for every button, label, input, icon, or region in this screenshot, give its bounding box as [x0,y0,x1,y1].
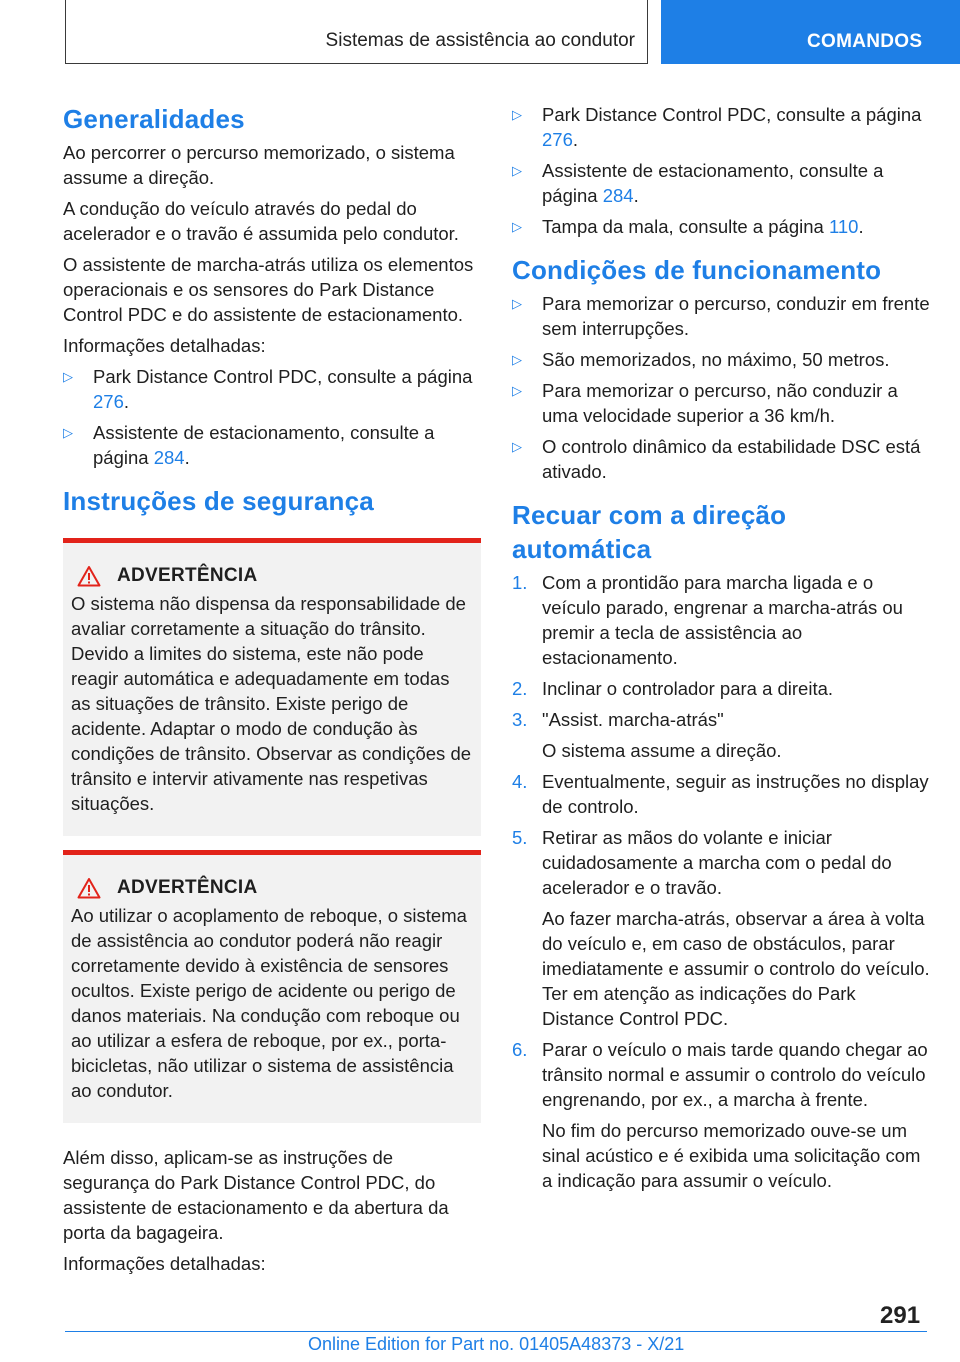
triangle-bullet-icon: ▷ [512,296,522,311]
paragraph: A condução do veículo através do pedal do acelerador e o travão é assumida pelo condutor. [63,198,459,244]
step-number: 6. [512,1039,528,1060]
condition-item: ▷ São memorizados, no máximo, 50 metros. [512,349,890,370]
reference-item: ▷ Assistente de estacionamento, consulte a página 284. [63,422,435,468]
condition-item: ▷ Para memorizar o percurso, não conduzir a uma velocidade superior a 36 km/h. [512,380,898,426]
triangle-bullet-icon: ▷ [512,352,522,367]
warning-text: O sistema não dispensa da responsabilidade de avaliar corretamente a situação do trânsito. Devido a limites do sistema, este não pode reagir automática e adequadamente em todas as situações de trânsito. Existe perigo de acidente. Adaptar o modo de condução às condições de trânsito. Observar as condições de trânsito e intervir ativamente nas respetivas situações. [71,593,472,814]
warning-triangle-icon [77,565,101,587]
conditions-list [512,291,930,484]
warning-label: ADVERTÊNCIA [117,877,258,898]
paragraph: Informações detalhadas: [63,1253,266,1274]
left-column [63,102,481,1282]
reference-item: ▷ Park Distance Control PDC, consulte a página 276. [512,104,922,150]
footer-divider [65,1331,927,1332]
heading-generalidades: Generalidades [63,104,245,134]
header-section-box [65,0,648,64]
step-number: 4. [512,771,528,792]
condition-item: ▷ Para memorizar o percurso, conduzir em frente sem interrupções. [512,293,930,339]
triangle-bullet-icon: ▷ [63,369,73,384]
condition-item: ▷ O controlo dinâmico da estabilidade DSC está ativado. [512,436,921,482]
page-link[interactable]: 110 [828,216,859,237]
steps-list [512,570,930,1193]
warning-header [71,877,473,899]
warning-box [63,538,481,836]
step-item: 1. Com a prontidão para marcha ligada e o veículo parado, engrenar a marcha-atrás ou premir a tecla de assistência ao estacionamento. [512,572,903,668]
page-link[interactable]: 284 [153,447,185,468]
step-note: O sistema assume a direção. [542,740,782,761]
warning-box [63,850,481,1123]
triangle-bullet-icon: ▷ [512,163,522,178]
chapter-tab-label: COMANDOS [807,31,923,52]
warning-label: ADVERTÊNCIA [117,565,258,586]
step-item: 5. Retirar as mãos do volante e iniciar cuidadosamente a marcha com o pedal do acelerador e o travão. Ao fazer marcha-atrás, observar a área à volta do veículo e, em caso de obstáculos, parar imediatamente e assumir o controlo do veículo. Ter em atenção as indicações do Park Distance Control PDC. [512,827,930,1029]
chapter-tab[interactable] [661,0,960,64]
step-number: 2. [512,678,528,699]
page-link[interactable]: 276 [542,129,573,150]
reference-item: ▷ Assistente de estacionamento, consulte a página 284. [512,160,884,206]
paragraph: Informações detalhadas: [63,335,266,356]
step-item: 4. Eventualmente, seguir as instruções no display de controlo. [512,771,929,817]
step-note: Ao fazer marcha-atrás, observar a área à volta do veículo e, em caso de obstáculos, parar imediatamente e assumir o controlo do veículo. Ter em atenção as indicações do Park Distance Control PDC. [542,908,930,1029]
section-title: Sistemas de assistência ao condutor [325,30,635,51]
triangle-bullet-icon: ▷ [512,219,522,234]
reference-list [63,364,481,470]
paragraph: Ao percorrer o percurso memorizado, o sistema assume a direção. [63,142,455,188]
warning-text: Ao utilizar o acoplamento de reboque, o sistema de assistência ao condutor poderá não reagir corretamente devido à existência de sensores ocultos. Existe perigo de acidente ou perigo de danos materiais. Na condução com reboque ou ao utilizar a esfera de reboque, por ex., porta-bicicletas, não utilizar o sistema de assistência ao condutor. [71,905,467,1101]
triangle-bullet-icon: ▷ [512,439,522,454]
step-item: 6. Parar o veículo o mais tarde quando chegar ao trânsito normal e assumir o controlo do veículo engrenando, por ex., a marcha à frente. No fim do percurso memorizado ouve-se um sinal acústico e é exibida uma solicitação com a indicação para assumir o veículo. [512,1037,930,1193]
right-column [512,102,930,1199]
triangle-bullet-icon: ▷ [512,107,522,122]
step-number: 3. [512,709,528,730]
triangle-bullet-icon: ▷ [512,383,522,398]
reference-list [512,102,930,239]
edition-note: Online Edition for Part no. 01405A48373 - X/21 [308,1334,685,1354]
reference-item: ▷ Park Distance Control PDC, consulte a página 276. [63,366,473,412]
heading-recuar: Recuar com a direção automática [512,500,787,564]
paragraph: O assistente de marcha-atrás utiliza os elementos operacionais e os sensores do Park Distance Control PDC e do assistente de estacionamento. [63,254,474,325]
paragraph: Além disso, aplicam-se as instruções de segurança do Park Distance Control PDC, do assistente de estacionamento e da abertura da porta da bagageira. [63,1147,449,1243]
page-link[interactable]: 276 [93,391,124,412]
step-number: 5. [512,827,528,848]
triangle-bullet-icon: ▷ [63,425,73,440]
step-note: No fim do percurso memorizado ouve-se um sinal acústico e é exibida uma solicitação com a indicação para assumir o veículo. [542,1120,921,1191]
step-item: 3. "Assist. marcha-atrás" O sistema assume a direção. [512,707,930,763]
heading-condicoes: Condições de funcionamento [512,255,882,285]
page-number: 291 [880,1302,921,1329]
warning-header [71,565,473,587]
heading-seguranca: Instruções de segurança [63,486,374,516]
step-number: 1. [512,572,528,593]
reference-item: ▷ Tampa da mala, consulte a página 110. [512,216,864,237]
step-item: 2. Inclinar o controlador para a direita. [512,678,834,699]
page-link[interactable]: 284 [602,185,634,206]
warning-triangle-icon [77,877,101,899]
